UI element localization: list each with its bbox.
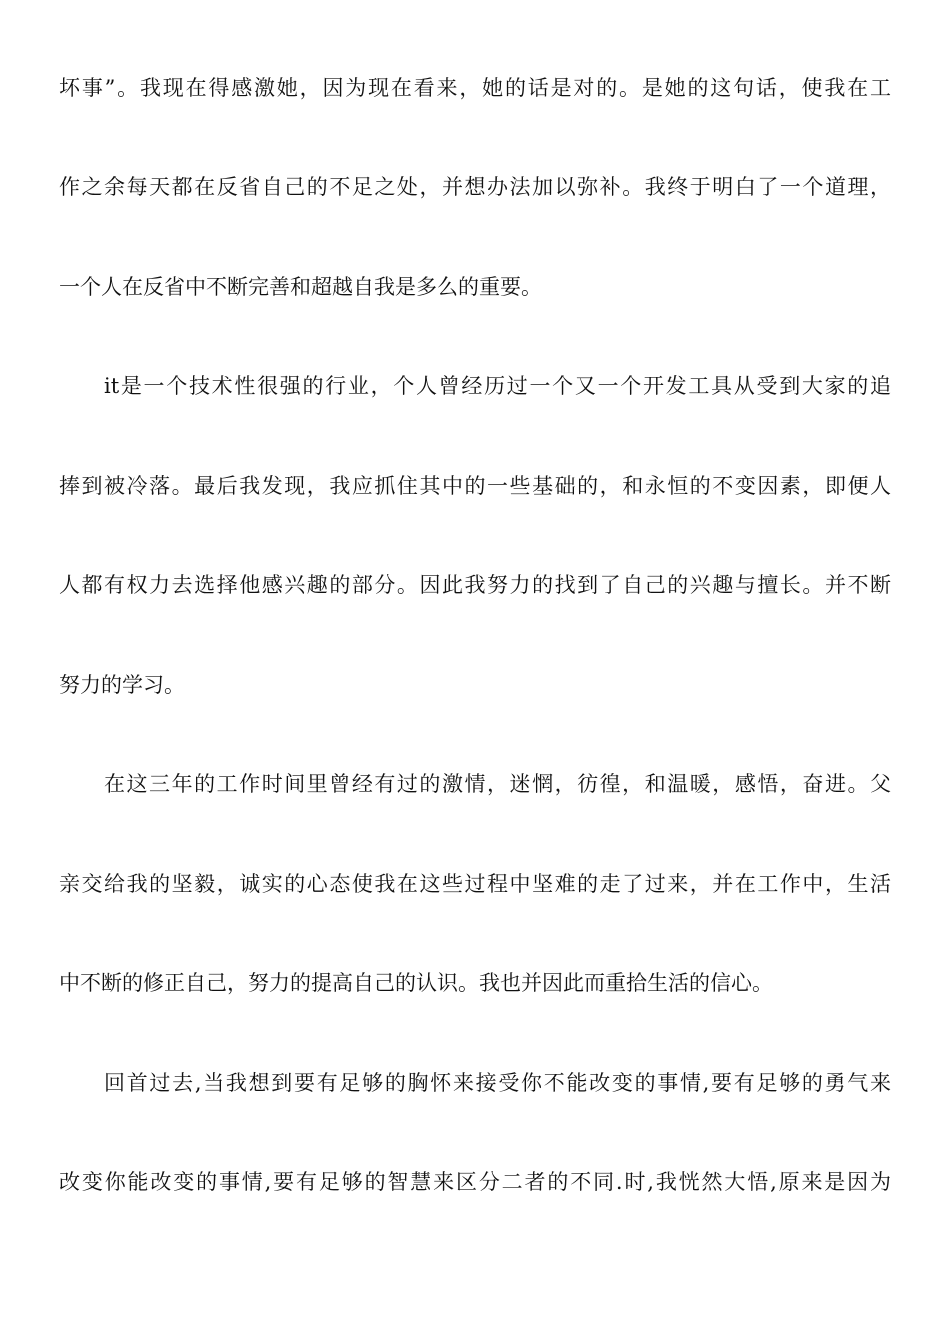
paragraph-first-line: 回首过去,当我想到要有足够的胸怀来接受你不能改变的事情,要有足够的勇气来 xyxy=(104,1071,891,1095)
text-line: 中不断的修正自己，努力的提高自己的认识。我也并因此而重拾生活的信心。 xyxy=(59,971,773,995)
text-line: 努力的学习。 xyxy=(59,673,185,697)
text-line: 作之余每天都在反省自己的不足之处，并想办法加以弥补。我终于明白了一个道理， xyxy=(59,175,891,199)
text-line: 人都有权力去选择他感兴趣的部分。因此我努力的找到了自己的兴趣与擅长。并不断 xyxy=(59,573,891,597)
paragraph-first-line: it是一个技术性很强的行业，个人曾经历过一个又一个开发工具从受到大家的追 xyxy=(104,374,891,398)
text-line: 捧到被冷落。最后我发现，我应抓住其中的一些基础的，和永恒的不变因素，即便人 xyxy=(59,474,891,498)
text-line: 坏事”。我现在得感激她，因为现在看来，她的话是对的。是她的这句话，使我在工 xyxy=(59,76,891,100)
text-line: 改变你能改变的事情,要有足够的智慧来区分二者的不同.时,我恍然大悟,原来是因为 xyxy=(59,1170,891,1194)
paragraph-first-line: 在这三年的工作时间里曾经有过的激情，迷惘，彷徨，和温暖，感悟，奋进。父 xyxy=(104,772,891,796)
text-line: 一个人在反省中不断完善和超越自我是多么的重要。 xyxy=(59,275,542,299)
text-line: 亲交给我的坚毅，诚实的心态使我在这些过程中坚难的走了过来，并在工作中，生活 xyxy=(59,872,891,896)
